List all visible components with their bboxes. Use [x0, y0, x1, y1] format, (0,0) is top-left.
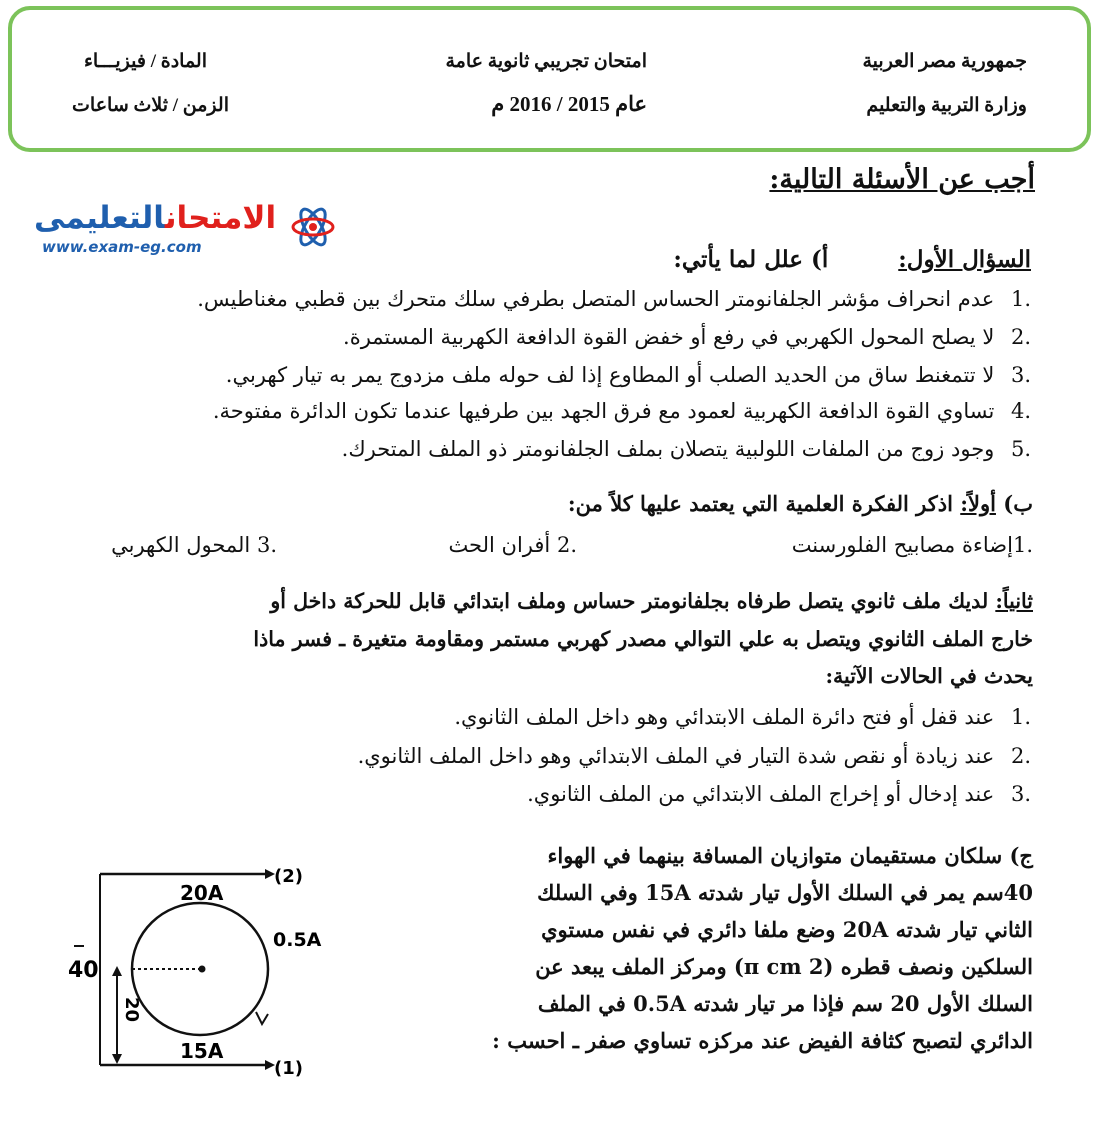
header-ministry: وزارة التربية والتعليم — [866, 95, 1027, 116]
list-item: .4 تساوي القوة الدافعة الكهربية لعمود مع فرق الجهد بين طرفيها عندما تكون الدائرة مفتوحة. — [212, 399, 1031, 423]
header-subject: المادة / فيزيـــاء — [83, 51, 207, 72]
coil-center — [199, 966, 206, 973]
logo-text-blue: التعليمى — [34, 200, 165, 236]
part-b-second-line-1: ثانياً: لديك ملف ثانوي يتصل طرفاه بجلفانومتر حساس وملف ابتدائي قابل للحركة داخل أو — [270, 589, 1033, 613]
logo-text-red: الامتحان — [164, 200, 277, 236]
coil-current-arrow — [256, 1012, 268, 1024]
part-c-line-3: الثاني تيار شدته 20A وضع ملفا دائري في نفس مستوي — [541, 917, 1033, 942]
wires-coil-diagram — [60, 862, 360, 1087]
part-b-option-2: .2 أفران الحث — [448, 533, 577, 557]
distance-half: 20 — [121, 997, 142, 1023]
list-item: .3 لا تتمغنط ساق من الحديد الصلب أو المطاوع إذا لف حوله ملف مزدوج يمر به تيار كهربي. — [225, 363, 1031, 387]
list-item: .3 عند إدخال أو إخراج الملف الابتدائي من الملف الثانوي. — [527, 782, 1031, 806]
part-c-line-4: السلكين ونصف قطره (2 π cm) ومركز الملف يبعد عن — [535, 954, 1033, 979]
distance-total: 40 — [68, 958, 99, 983]
site-logo — [34, 200, 324, 260]
list-item: .2 لا يصلح المحول الكهربي في رفع أو خفض القوة الدافعة الكهربية المستمرة. — [343, 325, 1031, 349]
logo-text — [34, 200, 276, 236]
list-item: .5 وجود زوج من الملفات اللولبية يتصلان بملف الجلفانومتر ذو الملف المتحرك. — [341, 437, 1031, 461]
header-country: جمهورية مصر العربية — [862, 51, 1027, 72]
list-item: .2 عند زيادة أو نقص شدة التيار في الملف الابتدائي وهو داخل الملف الثانوي. — [357, 744, 1031, 768]
list-item: .1 عند قفل أو فتح دائرة الملف الابتدائي وهو داخل الملف الثانوي. — [454, 705, 1031, 729]
part-b-option-3: .3 المحول الكهربي — [111, 533, 277, 557]
header-year: عام 2015 / 2016 م — [491, 92, 647, 116]
wire-2-current: 20A — [180, 881, 224, 905]
part-c-line-2: 40سم يمر في السلك الأول تيار شدته 15A وفي السلك — [537, 880, 1033, 905]
coil-current: 0.5A — [273, 929, 322, 951]
part-b-option-1: .1إضاءة مصابيح الفلورسنت — [791, 533, 1033, 557]
part-c-line-1: ج) سلكان مستقيمان متوازيان المسافة بينهما في الهواء — [547, 843, 1033, 868]
part-b-second-line-3: يحدث في الحالات الآتية: — [825, 664, 1033, 688]
header-duration: الزمن / ثلاث ساعات — [72, 95, 229, 116]
wire-1-label: (1) — [274, 1058, 303, 1079]
page-title: أجب عن الأسئلة التالية: — [769, 164, 1035, 195]
header-frame — [8, 6, 1091, 152]
part-b-second-line-2: خارج الملف الثانوي ويتصل به علي التوالي مصدر كهربي مستمر ومقاومة متغيرة ـ فسر ماذا — [253, 627, 1033, 651]
q1-part-b-title: ب) أولاً: اذكر الفكرة العلمية التي يعتمد عليها كلاً من: — [567, 491, 1033, 516]
part-c-line-5: السلك الأول 20 سم فإذا مر تيار شدته 0.5A في الملف — [537, 991, 1033, 1016]
wire-2-label: (2) — [274, 866, 303, 887]
header-exam-title: امتحان تجريبي ثانوية عامة — [445, 51, 647, 72]
wire-1-current: 15A — [180, 1039, 224, 1063]
logo-url: www.exam-eg.com — [42, 238, 202, 256]
list-item: .1 عدم انحراف مؤشر الجلفانومتر الحساس المتصل بطرفي سلك متحرك بين قطبي مغناطيس. — [197, 287, 1031, 311]
atom-icon — [289, 200, 337, 254]
q1-header — [673, 246, 1031, 273]
q1-part-a-title: أ) علل لما يأتي: — [673, 246, 829, 273]
part-c-line-6: الدائري لتصبح كثافة الفيض عند مركزه تساوي صفر ـ احسب : — [492, 1028, 1033, 1053]
q1-label: السؤال الأول: — [898, 246, 1031, 273]
